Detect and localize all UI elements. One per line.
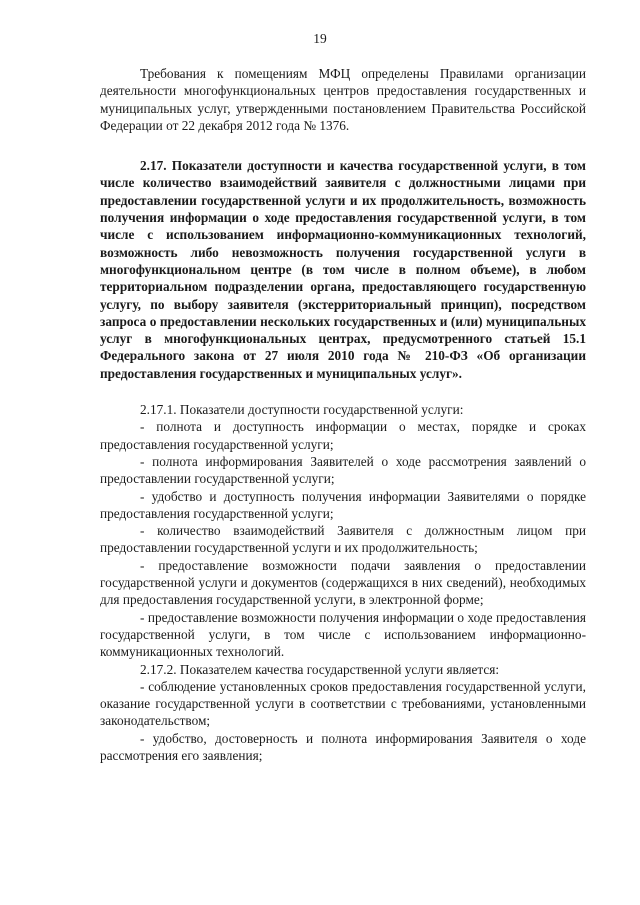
page-number: 19 — [313, 31, 327, 46]
section-2-17-1-heading: 2.17.1. Показатели доступности государственной услуги: — [140, 402, 464, 418]
list-item: - полнота информирования Заявителей о ходе рассмотрения заявлений о предоставлении государственной услуги; — [100, 453, 586, 487]
list-item: - соблюдение установленных сроков предоставления государственной услуги, оказание государственной услуги в соответствии с требованиями, установленными законодательством; — [100, 678, 586, 729]
section-2-17-2-heading: 2.17.2. Показателем качества государственной услуги является: — [140, 661, 500, 677]
list-item: - предоставление возможности подачи заявления о предоставлении государственной услуги и документов (содержащихся в них сведений), необходимых для предоставления государственной услуги, в электронной форме; — [100, 557, 586, 608]
list-item: - предоставление возможности получения информации о ходе предоставления государственной услуги, в том числе с использованием информационно-коммуникационных технологий. — [100, 609, 586, 660]
premises-requirements-paragraph: Требования к помещениям МФЦ определены Правилами организации деятельности многофункциональных центров предоставления государственных и муниципальных услуг, утвержденными постановлением Правительства Российской Федерации от 22 декабря 2012 года № 1376. — [100, 66, 586, 133]
list-item: - удобство и доступность получения информации Заявителями о порядке предоставления государственной услуги; — [100, 488, 586, 521]
document-body — [100, 65, 586, 764]
list-item: - количество взаимодействий Заявителя с должностным лицом при предоставлении государственной услуги и их продолжительность; — [100, 523, 586, 556]
section-2-17-heading: 2.17. Показатели доступности и качества государственной услуги, в том числе количество взаимодействий заявителя с должностными лицами при предоставлении государственной услуги и их продолжительность, возможность получения информации о ходе предоставления государственной услуги, в том числе с использованием информационно-коммуникационных технологий, возможность либо невозможность получения государственной услуги в многофункциональном центре (в том числе в полном объеме), в любом территориальном подразделении органа, предоставляющего государственную услугу, по выбору заявителя (экстерриториальный принцип), посредством запроса о предоставлении нескольких государственных и (или) муниципальных услуг в многофункциональных центрах, предусмотренного статьей 15.1 Федерального закона от 27 июля 2010 года № 210-ФЗ «Об организации предоставления государственных и муниципальных услуг». — [100, 158, 586, 381]
list-item: - удобство, достоверность и полнота информирования Заявителя о ходе рассмотрения его заявления; — [100, 730, 586, 763]
list-item: - полнота и доступность информации о местах, порядке и сроках предоставления государственной услуги; — [100, 419, 586, 452]
